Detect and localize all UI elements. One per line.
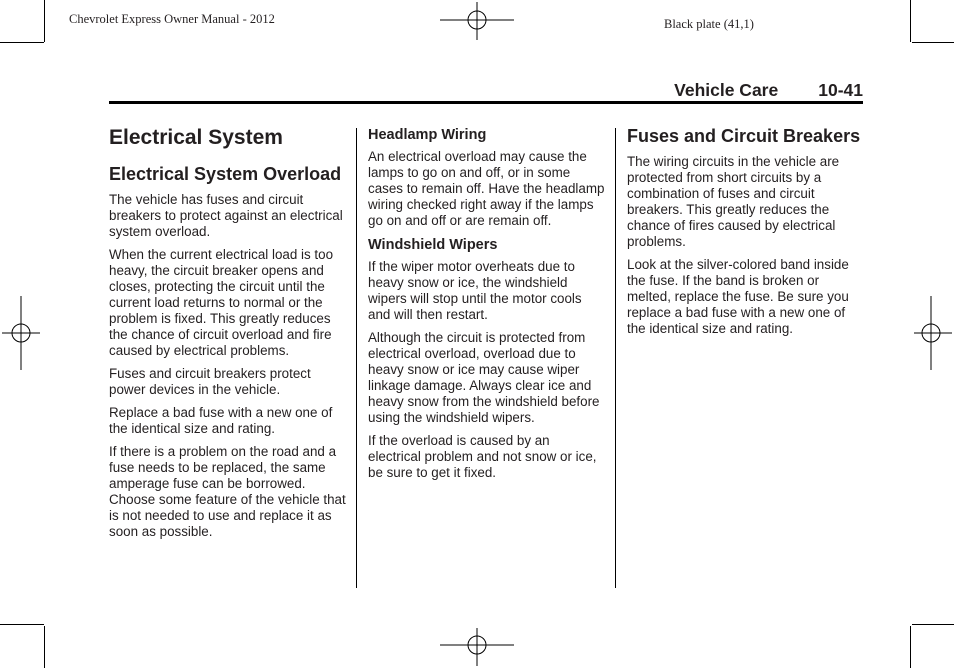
running-head: [109, 80, 863, 101]
page-title: Electrical System: [109, 126, 283, 149]
paragraph: If the overload is caused by an electrical problem and not snow or ice, be sure to get it fixed.: [368, 433, 597, 480]
registration-mark-right: [912, 296, 952, 372]
plate-label: Black plate (41,1): [664, 17, 754, 31]
page-number: 10-41: [818, 80, 863, 100]
section-heading: Electrical System Overload: [109, 164, 342, 184]
crop-mark: [0, 624, 44, 625]
crop-mark: [912, 42, 954, 43]
manual-title-header: Chevrolet Express Owner Manual - 2012: [69, 12, 275, 26]
crop-mark: [0, 42, 44, 43]
paragraph: The vehicle has fuses and circuit breakers to protect against an electrical system overload.: [109, 192, 343, 239]
crop-mark: [910, 626, 911, 668]
paragraph: An electrical overload may cause the lamps to go on and off, or in some cases to remain off. Have the headlamp wiring checked right away if the lamps go on and off or are remain off.: [368, 149, 605, 228]
section-heading-fuses: Fuses and Circuit Breakers: [627, 126, 861, 146]
paragraph: If the wiper motor overheats due to heavy snow or ice, the windshield wipers will stop until the motor cools and will then restart.: [368, 259, 582, 322]
column-divider: [356, 128, 357, 588]
subheading-windshield-wipers: Windshield Wipers: [368, 237, 498, 253]
paragraph: Fuses and circuit breakers protect power devices in the vehicle.: [109, 366, 311, 397]
section-name: Vehicle Care: [674, 80, 779, 100]
paragraph: When the current electrical load is too heavy, the circuit breaker opens and closes, protecting the circuit until the current load returns to normal or the problem is fixed. This greatly reduces the chance of circuit overload and fire caused by electrical problems.: [109, 247, 334, 358]
header-rule: [109, 101, 863, 104]
registration-mark-top: [440, 2, 516, 42]
paragraph: If there is a problem on the road and a fuse needs to be replaced, the same amperage fuse can be borrowed. Choose some feature of the vehicle that is not needed to use and replace it as soon as possible.: [109, 444, 346, 539]
crop-mark: [44, 626, 45, 668]
crop-mark: [910, 0, 911, 42]
paragraph: Look at the silver-colored band inside the fuse. If the band is broken or melted, replace the fuse. Be sure you replace a bad fuse with a new one of the identical size and rating.: [627, 257, 849, 336]
paragraph: Although the circuit is protected from electrical overload, overload due to heavy snow or ice may cause wiper linkage damage. Always clear ice and heavy snow from the windshield before using the windshield wipers.: [368, 330, 600, 425]
crop-mark: [912, 624, 954, 625]
column-divider: [615, 128, 616, 588]
column-3: [627, 126, 865, 344]
subheading-headlamp-wiring: Headlamp Wiring: [368, 127, 487, 143]
column-1: [109, 126, 349, 547]
registration-mark-left: [2, 296, 42, 372]
column-2: [368, 126, 606, 488]
paragraph: Replace a bad fuse with a new one of the identical size and rating.: [109, 405, 333, 436]
crop-mark: [44, 0, 45, 42]
registration-mark-bottom: [440, 626, 516, 668]
paragraph: The wiring circuits in the vehicle are protected from short circuits by a combination of fuses and circuit breakers. This greatly reduces the chance of fires caused by electrical problems.: [627, 154, 840, 249]
